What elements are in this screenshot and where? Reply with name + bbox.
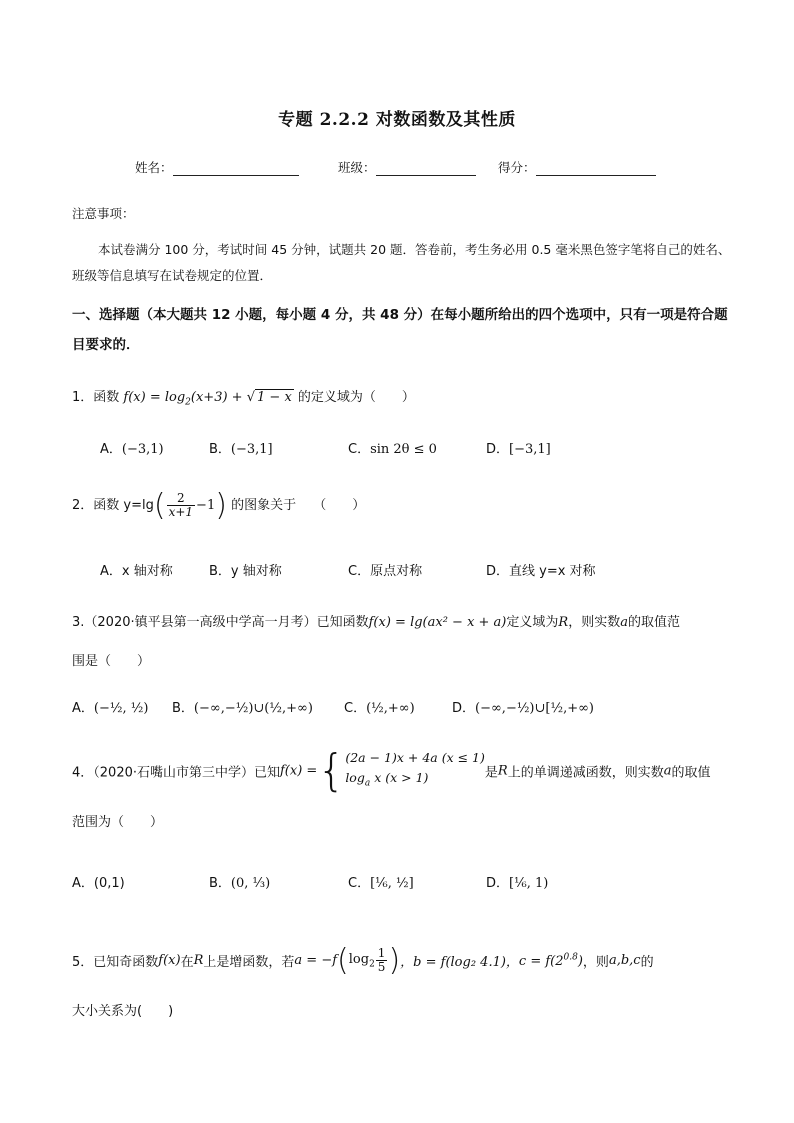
notice-body: 本试卷满分 100 分，考试时间 45 分钟，试题共 20 题．答卷前，考生务必用 0.5 毫米黑色签字笔将自己的姓名、班级等信息填写在试卷规定的位置． (72, 242, 731, 283)
score-blank[interactable] (536, 161, 656, 176)
q2-option-d[interactable]: D．直线 y=x 对称 (486, 564, 596, 579)
name-blank[interactable] (173, 161, 299, 176)
class-blank[interactable] (376, 161, 476, 176)
question-3: 3.（2020·镇平县第一高级中学高一月考）已知函数f(x) = lg(ax² − x + a)定义域为R，则实数a的取值范 (72, 615, 680, 630)
class-label: 班级： (338, 160, 376, 175)
sqrt-symbol-icon: √ (246, 390, 256, 405)
page-title: 专题 2.2.2 对数函数及其性质 (278, 110, 516, 130)
q1-option-c[interactable]: C．sin 2θ ≤ 0 (348, 442, 437, 457)
question-4: 4．（2020·石嘴山市第三中学）已知f(x) ={ (2a − 1)x + 4a (x ≤ 1) $\log_a x$ (x > 1) 是R上的单调递减函数，则实数a的取值 (72, 744, 711, 796)
q2-fraction: $\frac{2}{x+1}$ (168, 491, 194, 519)
q1-number: 1．函数 (72, 390, 120, 405)
q3-option-b[interactable]: B．(−∞,−½)∪(½,+∞) (172, 701, 313, 716)
q4-option-d[interactable]: D．[⅙, 1) (486, 876, 549, 891)
notice-heading: 注意事项： (72, 206, 135, 221)
q2-number: 2．函数 y=lg (72, 498, 154, 513)
q1-func: $f(x) = \log_2(x+3)$ + (123, 390, 243, 408)
q4-option-a[interactable]: A．(0,1) (72, 876, 125, 891)
q2-option-c[interactable]: C．原点对称 (348, 564, 423, 579)
q3-line2: 围是（ ） (72, 654, 151, 669)
q4-line2: 范围为（ ） (72, 815, 164, 830)
q1-option-d[interactable]: D．[−3,1] (486, 442, 551, 457)
q2-tail: 的图象关于 （ ） (231, 498, 366, 513)
q2-option-b[interactable]: B．y 轴对称 (209, 564, 282, 579)
name-label: 姓名： (135, 160, 173, 175)
q5-line2: 大小关系为( ) (72, 1004, 174, 1019)
score-field (498, 158, 656, 176)
q1-tail: 的定义域为（ ） (297, 390, 415, 405)
question-1 (72, 386, 415, 408)
q3-option-c[interactable]: C．(½,+∞) (344, 701, 415, 716)
section-heading: 一、选择题（本大题共 12 小题，每小题 4 分，共 48 分）在每小题所给出的四个选项中，只有一项是符合题目要求的． (72, 307, 728, 353)
q1-option-b[interactable]: B．(−3,1] (209, 442, 273, 457)
q1-radicand: 1 − x (257, 390, 292, 405)
class-field (338, 158, 476, 176)
q3-option-a[interactable]: A．(−½, ½) (72, 701, 149, 716)
score-label: 得分： (498, 160, 536, 175)
question-5: 5．已知奇函数f(x)在R上是增函数，若$a = -f(\log_2$ $\frac{1}{5}$ )，b = f(log₂ 4.1)，$c = f(2^{0.8})$，则a,b,c的 (72, 943, 654, 978)
q4-piecewise: (2a − 1)x + 4a (x ≤ 1) $\log_a x$ (x > 1) (345, 750, 485, 789)
q3-option-d[interactable]: D．(−∞,−½)∪[½,+∞) (452, 701, 594, 716)
student-info-row (135, 158, 299, 176)
q2-option-a[interactable]: A．x 轴对称 (100, 564, 173, 579)
q4-option-c[interactable]: C．[⅙, ½] (348, 876, 414, 891)
q3-func: f(x) = lg(ax² − x + a) (368, 615, 507, 630)
question-2: 2．函数 y=lg( $\frac{2}{x+1}$ −1) 的图象关于 （ ） (72, 488, 366, 523)
brace-icon: { (317, 744, 346, 796)
q1-option-a[interactable]: A．(−3,1) (100, 442, 164, 457)
q4-option-b[interactable]: B．(0, ⅓) (209, 876, 271, 891)
